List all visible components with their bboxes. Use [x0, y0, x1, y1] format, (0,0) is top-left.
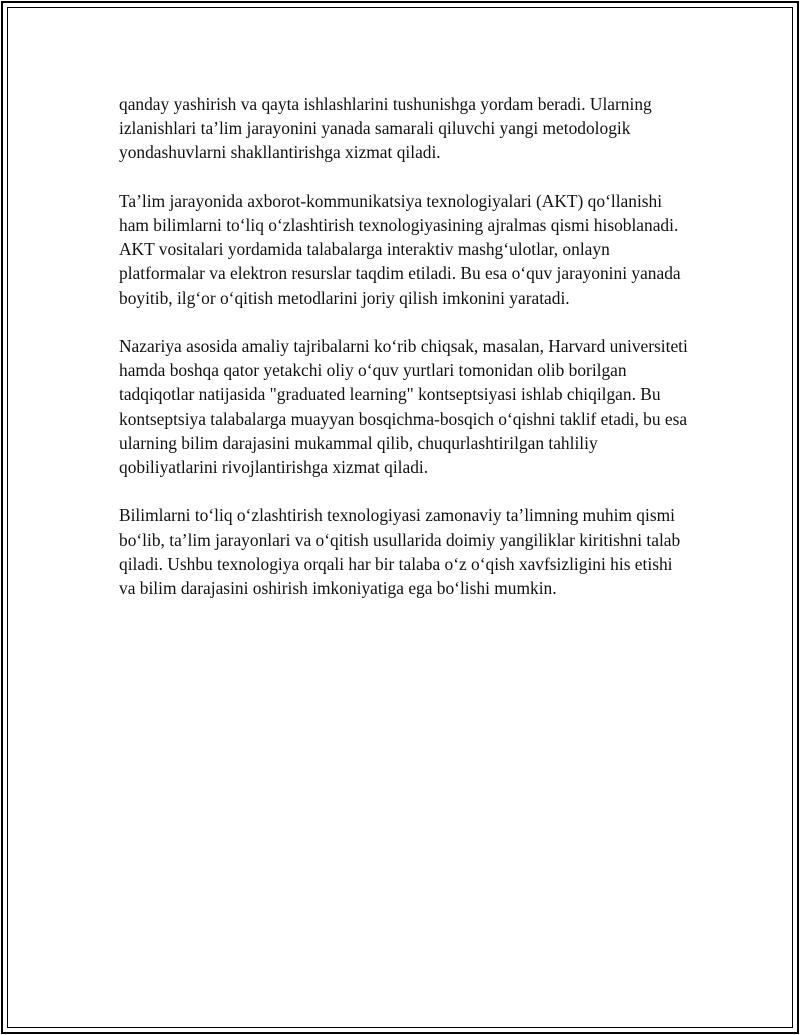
- document-body: [119, 92, 691, 624]
- paragraph-2: Ta’lim jarayonida axborot-kommunikatsiya texnologiyalari (AKT) qo‘llanishi ham bilimlarni to‘liq o‘zlashtirish texnologiyasining ajralmas qismi hisoblanadi. AKT vositalari yordamida talabalarga interaktiv mashg‘ulotlar, onlayn platformalar va elektron resurslar taqdim etiladi. Bu esa o‘quv jarayonini yanada boyitib, ilg‘or o‘qitish metodlarini joriy qilish imkonini yaratadi.: [119, 190, 681, 308]
- document-page: [1, 1, 799, 1034]
- paragraph-1: qanday yashirish va qayta ishlashlarini tushunishga yordam beradi. Ularning izlanishlari ta’lim jarayonini yanada samarali qiluvchi yangi metodologik yondashuvlarni shakllantirishga xizmat qiladi.: [119, 94, 652, 163]
- paragraph-3: Nazariya asosida amaliy tajribalarni ko‘rib chiqsak, masalan, Harvard universiteti hamda boshqa qator yetakchi oliy o‘quv yurtlari tomonidan olib borilgan tadqiqotlar natijasida "graduated learning" kontseptsiyasi ishlab chiqilgan. Bu kontseptsiya talabalarga muayyan bosqichma-bosqich o‘qishni taklif etadi, bu esa ularning bilim darajasini mukammal qilib, chuqurlashtirilgan tahliliy qobiliyatlarini rivojlantirishga xizmat qiladi.: [119, 336, 688, 478]
- paragraph-4: Bilimlarni to‘liq o‘zlashtirish texnologiyasi zamonaviy ta’limning muhim qismi bo‘lib, ta’lim jarayonlari va o‘qitish usullarida doimiy yangiliklar kiritishni talab qiladi. Ushbu texnologiya orqali har bir talaba o‘z o‘qish xavfsizligini his etishi va bilim darajasini oshirish imkoniyatiga ega bo‘lishi mumkin.: [119, 505, 681, 599]
